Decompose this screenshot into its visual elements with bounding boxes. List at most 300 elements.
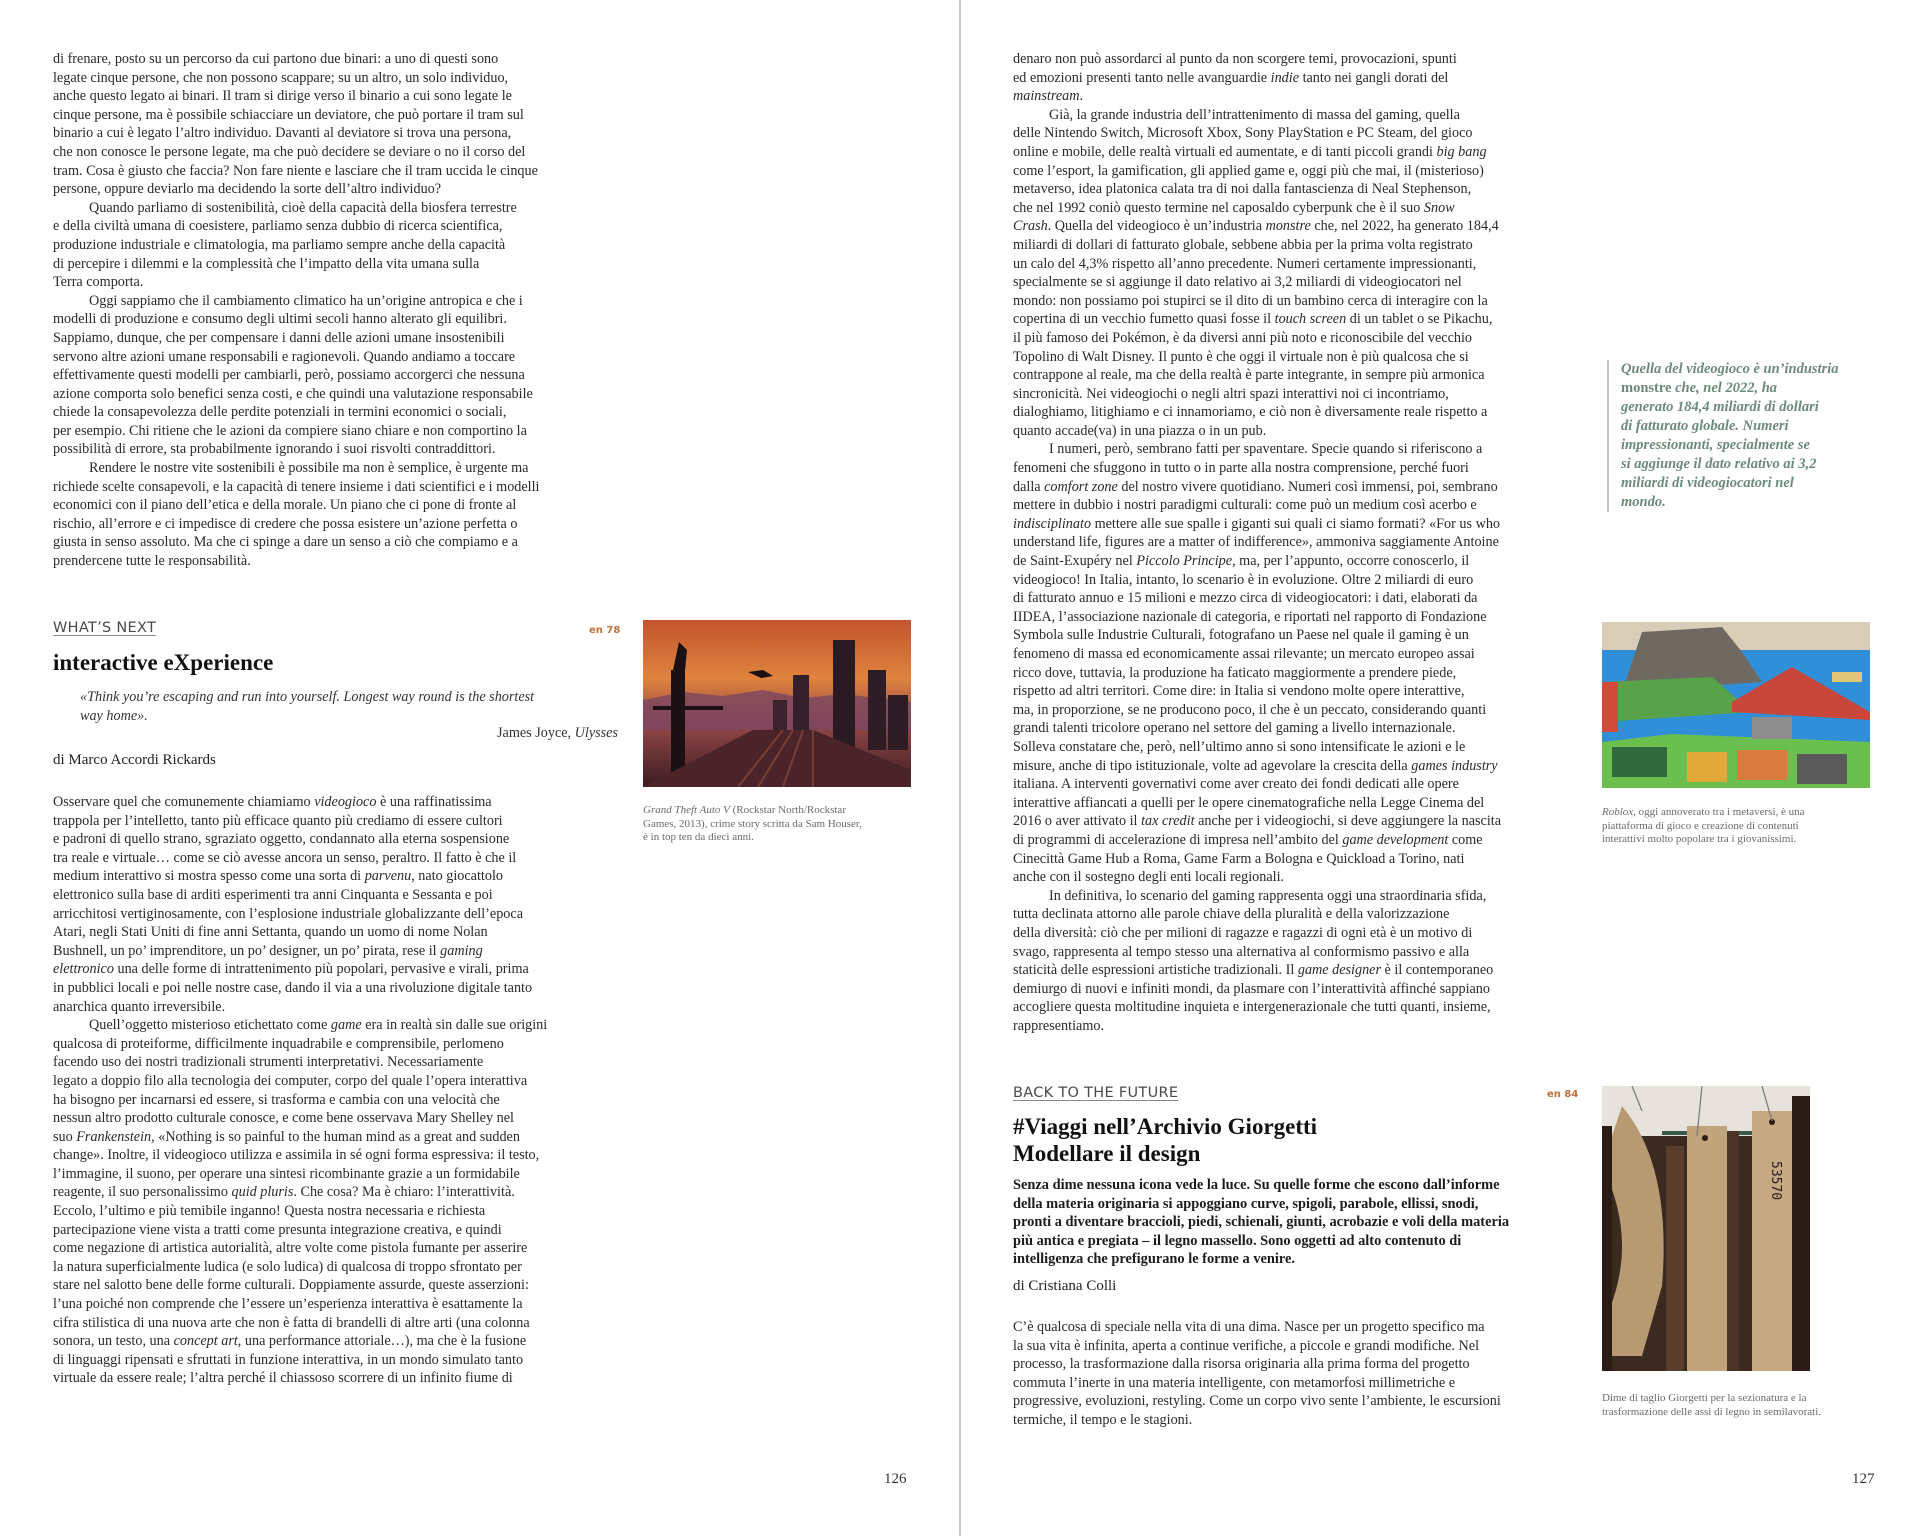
text-line	[53, 867, 547, 886]
text-line	[53, 1221, 547, 1240]
text-run: Cinecittà Game Hub a Roma, Game Farm a Bologna e Quickload a Torino, nati	[1013, 850, 1465, 867]
text-run: tram. Cosa è giusto che faccia? Non fare niente e lasciare che il tram uccida le cinque	[53, 162, 538, 179]
text-line	[1013, 1374, 1501, 1393]
text-run: metaverso, idea platonica calata tra di noi dalla fantascienza di Neal Stephenson,	[1013, 181, 1472, 198]
article-body	[53, 793, 547, 1388]
text-line	[53, 1053, 547, 1072]
text-run: impressionanti, specialmente se	[1621, 437, 1810, 453]
text-run: grandi talenti tricolore operano nel settore del gaming a livello internazionale.	[1013, 720, 1456, 737]
text-run: mettere in dubbio i nostri paradigmi culturali: come può un medium così acerbo e	[1013, 497, 1477, 514]
text-run: (Rockstar North/Rockstar	[729, 804, 846, 816]
text-line	[53, 180, 540, 199]
title-line: #Viaggi nell’Archivio Giorgetti	[1013, 1114, 1318, 1139]
text-run: ricco dove, tuttavia, la produzione ha faticato maggiormente a prendere piede,	[1013, 664, 1457, 681]
text-line	[1013, 738, 1501, 757]
text-line	[53, 1109, 547, 1128]
lead-line: intelligenza che prefigurano le forme a venire.	[1013, 1251, 1296, 1268]
text-line	[1621, 360, 1839, 379]
text-line	[1013, 422, 1501, 441]
italic-run: games industry	[1411, 757, 1498, 774]
text-run: Quando parliamo di sostenibilità, cioè della capacità della biosfera terrestre	[89, 199, 517, 216]
text-run: la sua vita è infinita, aperta a continue verifiche, a piccole e grandi modifiche. Nel	[1013, 1337, 1480, 1354]
text-run: tanto nei gangli dorati del	[1299, 69, 1449, 86]
text-line	[1013, 50, 1501, 69]
text-line	[53, 942, 547, 961]
text-run: servono altre azioni umane responsabili e ragionevoli. Quando andiamo a toccare	[53, 348, 516, 365]
text-run: si aggiunge il dato relativo ai 3,2	[1621, 456, 1817, 472]
text-run: arricchitosi vertiginosamente, con l’esplosione industriale globalizzante dell’epoca	[53, 905, 523, 922]
pull-quote	[1607, 360, 1839, 512]
text-line	[53, 440, 540, 459]
text-run: anche per i videogiochi, si deve aggiungere la nascita	[1194, 813, 1502, 830]
text-run: trappola per l’intelletto, tanto più efficace quanto più crediamo di essere cultori	[53, 812, 503, 829]
text-run: delle Nintendo Switch, Microsoft Xbox, Sony PlayStation e PC Steam, del gioco	[1013, 125, 1473, 142]
page-number-left: 126	[884, 1471, 907, 1487]
text-line	[53, 106, 540, 125]
text-line	[1013, 850, 1501, 869]
text-run: Eccolo, l’ultimo e più temibile inganno! Questa nostra necessaria e richiesta	[53, 1203, 486, 1220]
text-run: anarchica quanto irreversibile.	[53, 998, 226, 1015]
text-run: è in top ten da dieci anni.	[643, 831, 754, 843]
text-line	[53, 1072, 547, 1091]
text-run: online e mobile, delle realtà virtuali ed aumentate, e di tanti piccoli grandi	[1013, 143, 1437, 160]
text-run: interattivi molto popolare tra i giovanissimi.	[1602, 833, 1797, 845]
text-line	[1013, 589, 1501, 608]
epigraph-attribution	[300, 725, 618, 742]
italic-run: concept art	[173, 1333, 238, 1350]
text-line	[1621, 493, 1839, 512]
article-body-continued	[1013, 50, 1501, 1035]
text-run: denaro non può assordarci al punto da non scorgere temi, provocazioni, spunti	[1013, 51, 1457, 67]
byline: di Cristiana Colli	[1013, 1278, 1117, 1294]
text-line	[53, 960, 547, 979]
article-intro-text	[1013, 1318, 1501, 1430]
lead-line: della materia originaria si appoggiano curve, spigoli, parabole, ellissi, snodi,	[1013, 1195, 1479, 1212]
text-line	[53, 1351, 547, 1370]
text-line	[53, 496, 540, 515]
text-line	[53, 217, 540, 236]
text-run: l’una poiché non comprende che l’essere un’esperienza interattiva è esattamente la	[53, 1296, 523, 1313]
text-run: fenomeno di massa ed economicamente assai rilevante; un mercato europeo assai	[1013, 646, 1475, 662]
text-run: di fatturato globale. Numeri	[1621, 418, 1789, 434]
text-line	[1013, 775, 1501, 794]
text-line	[53, 552, 540, 571]
text-line	[53, 812, 547, 831]
text-run: 2016 o aver attivato il	[1013, 813, 1142, 830]
roblox-illustration	[1602, 622, 1870, 788]
text-line	[1013, 440, 1501, 459]
text-line	[1013, 533, 1501, 552]
text-line	[53, 1165, 547, 1184]
text-line	[1013, 868, 1501, 887]
text-line	[53, 255, 540, 274]
text-line	[53, 1183, 547, 1202]
text-line	[1621, 417, 1839, 436]
text-line	[1602, 1392, 1821, 1406]
text-line	[53, 292, 540, 311]
text-run: staticità delle espressioni artistiche tradizionali. Il	[1013, 962, 1298, 979]
text-line	[1013, 496, 1501, 515]
text-run: tra reale e virtuale… come se ciò avesse ancora un senso, peraltro. Il fatto è che il	[53, 849, 517, 866]
text-run: C’è qualcosa di speciale nella vita di una dima. Nasce per un progetto specifico ma	[1013, 1319, 1485, 1335]
article-lead	[1013, 1176, 1509, 1269]
text-run: Atari, negli Stati Uniti di fine anni Settanta, quando un uomo di nome Nolan	[53, 924, 488, 941]
gta-v-caption	[643, 804, 862, 845]
text-run: stare nel salotto bene delle forme culturali. Doppiamente assurde, queste asserzioni:	[53, 1277, 529, 1294]
text-line	[1013, 478, 1501, 497]
text-run: commuta l’inerte in una materia intelligente, con metamorfosi millimetriche e	[1013, 1374, 1456, 1391]
italic-run: indie	[1270, 69, 1300, 86]
italic-run: Roblox	[1602, 806, 1634, 818]
text-line	[1013, 69, 1501, 88]
text-line	[53, 459, 540, 478]
text-line	[53, 1314, 547, 1333]
text-run: Sappiamo, dunque, che per compensare i danni delle azioni umane insostenibili	[53, 329, 505, 346]
text-line	[1621, 379, 1839, 398]
text-line	[1013, 980, 1501, 999]
text-run: è una raffinatissima	[376, 794, 492, 810]
text-run: anche questo legato ai binari. Il tram si dirige verso il binario a cui sono legate le	[53, 88, 512, 105]
text-run: trasformazione delle assi di legno in semilavorati.	[1602, 1405, 1822, 1418]
text-run: svago, rappresenta al tempo stesso una alternativa al conformismo passivo e alla	[1013, 943, 1470, 960]
byline: di Marco Accordi Rickards	[53, 752, 216, 768]
left-page	[0, 0, 959, 1536]
text-line	[53, 348, 540, 367]
text-line	[53, 1239, 547, 1258]
text-run: di frenare, posto su un percorso da cui partono due binari: a uno di questi sono	[53, 51, 499, 67]
text-line	[643, 831, 862, 845]
text-line	[53, 905, 547, 924]
text-run: della diversità: ciò che per milioni di ragazze e ragazzi di ogni età è un motivo di	[1013, 924, 1473, 941]
text-line	[1013, 459, 1501, 478]
text-line	[1013, 812, 1501, 831]
text-line	[53, 478, 540, 497]
text-run: Terra comporta.	[53, 274, 144, 291]
text-run: I numeri, però, sembrano fatti per spaventare. Specie quando si riferiscono a	[1049, 441, 1483, 458]
text-line	[1013, 571, 1501, 590]
text-run: economici con il piano dell’etica e della morale. Un piano che ci pone di fronte al	[53, 497, 517, 514]
italic-run: game designer	[1297, 962, 1381, 979]
text-line	[1013, 1392, 1501, 1411]
article-title: interactive eXperience	[53, 650, 274, 675]
text-line	[1013, 292, 1501, 311]
italic-run: videogioco	[314, 794, 377, 810]
italic-run: touch screen	[1274, 311, 1347, 328]
text-line	[1013, 106, 1501, 125]
text-run: elettronico sulla base di arditi esperimenti tra anni Cinquanta e Sessanta e poi	[53, 886, 493, 903]
text-line	[1013, 385, 1501, 404]
text-line	[53, 849, 547, 868]
text-run: italiana. A interventi governativi come aver creato dei fondi dedicati alle opere	[1013, 776, 1459, 793]
text-run: copertina di un vecchio fumetto quasi fosse il	[1013, 311, 1275, 328]
text-line	[1013, 626, 1501, 645]
text-run: , «Nothing is so painful to the human mind as a great and sudden	[151, 1128, 520, 1145]
italic-run: monstre	[1265, 218, 1311, 235]
intro-text	[53, 50, 540, 571]
text-run: Rendere le nostre vite sostenibili è possibile ma non è semplice, è urgente ma	[89, 460, 529, 477]
section-label-whats-next[interactable]: WHAT’S NEXT	[53, 620, 157, 636]
text-line	[53, 124, 540, 143]
epigraph-work: Ulysses	[574, 725, 618, 741]
italic-run: comfort zone	[1044, 478, 1118, 495]
english-page-ref[interactable]: en 78	[589, 625, 621, 636]
text-line	[53, 1258, 547, 1277]
text-run: che, nel 2022, ha	[1671, 380, 1778, 396]
template-number-label: 53570	[1768, 1161, 1783, 1201]
text-line	[53, 533, 540, 552]
text-line	[1602, 1406, 1821, 1420]
text-run: Osservare quel che comunemente chiamiamo	[53, 794, 315, 810]
page-number-right: 127	[1852, 1471, 1875, 1487]
text-run: , nato giocattolo	[411, 868, 503, 885]
text-run: nessun altro prodotto culturale conosce, e come bene osservava Mary Shelley nel	[53, 1110, 514, 1127]
text-line	[53, 830, 547, 849]
text-run: come l’esport, la gamification, gli applied game e, oggi più che mai, il (misterioso)	[1013, 162, 1484, 179]
text-run: effettivamente questi modelli per cambiarli, però, possiamo accorgerci che nessuna	[53, 367, 525, 384]
text-run: termiche, il tempo e le stagioni.	[1013, 1411, 1193, 1428]
text-run: .	[1079, 88, 1084, 105]
text-run: come	[1448, 831, 1483, 848]
text-run: understand life, figures are a matter of indifference», ammoniva saggiamente Antoine	[1013, 534, 1499, 551]
text-run: chiede la consapevolezza delle perdite potenziali in termini economici o sociali,	[53, 404, 507, 421]
text-run: cifra stilistica di una nuova arte che non è fatta di brandelli di altre arti (una colonna	[53, 1314, 530, 1331]
text-run: fenomeni che sfuggono in tutto o in parte alla nostra comprensione, perché fuori	[1013, 460, 1469, 477]
text-run: change». Inoltre, il videogioco utilizza e assimila in sé ogni forma espressiva: il testo,	[53, 1147, 540, 1164]
text-line	[53, 366, 540, 385]
lead-line: Senza dime nessuna icona vede la luce. Su quelle forme che escono dall’informe	[1013, 1177, 1500, 1193]
text-line	[1013, 608, 1501, 627]
text-run: che, nel 2022, ha generato 184,4	[1310, 218, 1499, 235]
text-run: interattive affiancati a quelli per le opere cinematografiche nella Legge Cinema del	[1013, 794, 1485, 811]
epigraph-line: way home».	[80, 707, 148, 724]
text-line	[1013, 162, 1501, 181]
italic-run: gaming	[440, 942, 483, 959]
text-run: anche con il sostegno degli enti locali regionali.	[1013, 869, 1285, 886]
gta-v-image	[643, 620, 911, 787]
text-line	[1013, 1017, 1501, 1036]
text-line	[1013, 236, 1501, 255]
text-run: richiede scelte consapevoli, e la capacità di tenere insieme i dati scientifici e i modelli	[53, 478, 540, 495]
text-line	[53, 236, 540, 255]
text-line	[1621, 436, 1839, 455]
text-run: sonora, un testo, una	[53, 1333, 174, 1350]
epigraph-line: «Think you’re escaping and run into yourself. Longest way round is the shortest	[80, 689, 535, 705]
epigraph-author: James Joyce,	[497, 725, 575, 741]
text-line	[1013, 403, 1501, 422]
text-run: Dime di taglio Giorgetti per la sezionatura e la	[1602, 1392, 1807, 1404]
italic-run: Grand Theft Auto V	[643, 804, 730, 816]
text-line	[1013, 180, 1501, 199]
italic-run: game	[330, 1017, 362, 1034]
text-line	[1621, 398, 1839, 417]
epigraph-quote	[80, 688, 620, 725]
text-run: di programmi di accelerazione di impresa nell’ambito del	[1013, 831, 1343, 848]
text-line	[1013, 515, 1501, 534]
lead-line: più antica e pregiata – il legno massello. Sono oggetti ad alto contenuto di	[1013, 1232, 1462, 1249]
text-run: Games, 2013), crime story scritta da Sam Houser,	[643, 817, 862, 830]
text-run: Symbola sulle Industrie Culturali, fotografano un Paese nel quale il gaming è un	[1013, 627, 1469, 644]
text-run: IIDEA, l’associazione nazionale di categoria, e riportati nel rapporto di Fondazione	[1013, 608, 1487, 625]
text-line	[53, 143, 540, 162]
text-line	[1602, 820, 1805, 834]
text-run: Oggi sappiamo che il cambiamento climatico ha un’origine antropica e che i	[89, 292, 523, 309]
text-line	[1013, 701, 1501, 720]
english-page-ref[interactable]: en 84	[1547, 1089, 1579, 1100]
text-line	[1013, 1355, 1501, 1374]
text-line	[1621, 455, 1839, 474]
text-run: la natura superficialmente ludica (e solo ludica) di qualcosa di troppo sfrontato per	[53, 1258, 522, 1275]
text-run: facendo uso dei nostri tradizionali strumenti interpretativi. Necessariamente	[53, 1054, 484, 1071]
text-line	[53, 403, 540, 422]
text-run: quanto accade(va) in una piazza o in un pub.	[1013, 422, 1267, 439]
text-run: medium interattivo si mostra spesso come una sorta di	[53, 868, 365, 885]
text-run: cinque persone, ma è possibile schiacciare un deviatore, che può portare il tram sul	[53, 106, 524, 123]
text-run: legato a doppio filo alla tecnologia dei computer, corpo del quale l’opera interattiva	[53, 1072, 528, 1089]
text-run: in pubblici locali e poi nelle nostre case, dando il via a una rivoluzione digitale tanto	[53, 979, 533, 996]
text-run: specialmente se si aggiunge il dato relativo ai 3,2 miliardi di videogiocatori nel	[1013, 274, 1462, 291]
roblox-image	[1602, 622, 1870, 788]
text-line	[53, 329, 540, 348]
text-run: e padroni di quello strano, sgraziato oggetto, condannato alla eterna sospensione	[53, 831, 510, 848]
text-run: una delle forme di intrattenimento più popolari, pervasive e virali, prima	[113, 961, 529, 978]
text-run: accogliere questa moltitudine inquieta e intergenerazionale che tutti quanti, insieme,	[1013, 999, 1491, 1016]
text-line	[53, 923, 547, 942]
text-line	[1013, 961, 1501, 980]
text-line	[1013, 924, 1501, 943]
text-line	[1013, 552, 1501, 571]
text-line	[1013, 794, 1501, 813]
italic-run: game development	[1342, 831, 1449, 848]
italic-run: big bang	[1436, 143, 1487, 160]
text-run: In definitiva, lo scenario del gaming rappresenta oggi una straordinaria sfida,	[1049, 887, 1487, 904]
text-run: virtuale da essere reale; l’altra perché il chiassoso scorrere di un infinito fiume di	[53, 1370, 513, 1387]
text-line	[1013, 329, 1501, 348]
section-label-back-to-the-future[interactable]: BACK TO THE FUTURE	[1013, 1085, 1179, 1101]
text-run: ma, in proporzione, se ne producono poco, il che è un peccato, considerando quanti	[1013, 701, 1487, 718]
text-run: misure, anche di tipo istituzionale, volte ad agevolare la crescita della	[1013, 757, 1412, 774]
italic-run: Piccolo Principe	[1136, 553, 1233, 570]
text-line	[53, 422, 540, 441]
text-run: di un tablet o se Pikachu,	[1346, 311, 1493, 328]
text-run: rispetto ad altri territori. Come dire: in Italia si vendono molte opere interattive,	[1013, 683, 1465, 700]
giorgetti-caption	[1602, 1392, 1821, 1419]
text-run: persone, oppure deviarlo ma decidendo la sorte dell’altro individuo?	[53, 181, 442, 198]
text-run: dialoghiamo, litighiamo e ci innamoriamo, e ciò non è diversamente reale rispetto a	[1013, 404, 1488, 421]
text-run: miliardi di dollari di fatturato globale, sebbene abbia per la prima volta registrato	[1013, 236, 1473, 253]
text-line	[53, 998, 547, 1017]
text-line	[1621, 474, 1839, 493]
italic-run: quid pluris	[231, 1184, 294, 1201]
text-run: Bushnell, un po’ imprenditore, un po’ designer, un po’ pirata, rese il	[53, 942, 441, 959]
text-line	[1013, 943, 1501, 962]
text-run: mettere alle sue spalle i giganti sui quali ci siamo formati? «For us who	[1091, 515, 1501, 532]
title-line: Modellare il design	[1013, 1141, 1201, 1166]
text-run: ha bisogno per incarnarsi ed essere, si trasforma e cambia con una velocità che	[53, 1091, 500, 1108]
text-run: di percepire i dilemmi e la complessità che l’impatto della vita umana sulla	[53, 255, 480, 272]
giorgetti-dime-image	[1602, 1086, 1810, 1371]
text-run: del nostro vivere quotidiano. Numeri così immensi, poi, sembrano	[1117, 478, 1498, 495]
text-line	[1013, 273, 1501, 292]
text-line	[1013, 255, 1501, 274]
text-run: produzione industriale e climatologia, ma parliamo sempre anche della capacità	[53, 236, 506, 253]
text-line	[1013, 310, 1501, 329]
text-run: , ma, per l’appunto, occorre conoscerlo, il	[1232, 553, 1470, 570]
text-run: rischio, all’errore e ci impedisce di credere che possa esistere un’azione perfetta o	[53, 515, 518, 532]
text-line	[1602, 806, 1805, 820]
text-run: mondo.	[1621, 494, 1666, 510]
text-line	[53, 515, 540, 534]
text-run: qualcosa di proteiforme, difficilmente inquadrabile e comprensibile, perlomeno	[53, 1035, 504, 1052]
text-line	[53, 1146, 547, 1165]
text-line	[53, 1202, 547, 1221]
text-line	[53, 1016, 547, 1035]
text-run: , oggi annoverato tra i metaversi, è una	[1633, 806, 1805, 818]
text-line	[53, 1295, 547, 1314]
text-line	[1013, 1318, 1501, 1337]
text-line	[53, 199, 540, 218]
italic-run: parvenu	[364, 868, 412, 885]
text-run: azione comporta solo benefici senza costi, e che quindi una valutazione responsabile	[53, 385, 533, 402]
italic-run: Frankenstein	[76, 1128, 152, 1145]
lead-line: pronti a diventare braccioli, piedi, schienali, giunti, acrobazie e voli della materia	[1013, 1214, 1510, 1231]
text-line	[53, 310, 540, 329]
text-line	[1602, 833, 1805, 847]
text-line	[53, 793, 547, 812]
italic-run: tax credit	[1141, 813, 1195, 830]
text-run: era in realtà sin dalle sue origini	[361, 1017, 548, 1034]
text-run: possibilità di errore, sta probabilmente ignorando i suoi risvolti contraddittori.	[53, 441, 496, 458]
text-run: tutta declinata attorno alle parole chiave della pluralità e della valorizzazione	[1013, 906, 1450, 923]
text-line	[1013, 366, 1501, 385]
gta-v-illustration	[643, 620, 911, 787]
text-line	[643, 804, 862, 818]
text-line	[1013, 719, 1501, 738]
text-run: come negazione di artistica autorialità, altre volte come pistola fumante per asserire	[53, 1240, 528, 1257]
italic-run: Crash	[1013, 218, 1048, 235]
text-run: un calo del 4,3% rispetto all’anno precedente. Numeri certamente impressionanti,	[1013, 255, 1477, 272]
roblox-caption	[1602, 806, 1805, 847]
text-line	[53, 69, 540, 88]
text-run: piattaforma di gioco e creazione di contenuti	[1602, 819, 1799, 832]
text-run: . Quella del videogioco è un’industria	[1047, 218, 1266, 235]
text-run: che non conosce le persone legate, ma che può decidere se deviare o no il corso del	[53, 143, 526, 160]
text-line	[53, 1276, 547, 1295]
text-line	[53, 886, 547, 905]
italic-run: Snow	[1423, 199, 1455, 216]
text-run: che nel 1992 coniò questo termine nel caposaldo cyberpunk che è il suo	[1013, 199, 1424, 216]
text-run: di linguaggi ripensati e sfruttati in funzione interattiva, in un mondo simulato tanto	[53, 1351, 524, 1368]
text-run: generato 184,4 miliardi di dollari	[1621, 399, 1819, 415]
text-run: Quell’oggetto misterioso etichettato come	[89, 1017, 331, 1034]
text-line	[53, 162, 540, 181]
text-line	[53, 1035, 547, 1054]
text-run: modelli di produzione e consumo degli ultimi secoli hanno alterato gli equilibri.	[53, 311, 507, 328]
text-line	[53, 1369, 547, 1388]
text-run: suo	[53, 1128, 77, 1145]
text-run: di fatturato annuo e 15 milioni e mezzo circa di videogiocatori: i dati, elaborati da	[1013, 590, 1478, 607]
text-run: è il contemporaneo	[1380, 962, 1494, 979]
text-line	[1013, 664, 1501, 683]
text-run: partecipazione viene vista a tratti come presunta integrazione creativa, e quindi	[53, 1221, 502, 1238]
text-run: processo, la trasformazione dalla risorsa originaria alla prima forma del progetto	[1013, 1356, 1470, 1373]
text-run: e della civiltà umana di coesistere, parliamo senza dubbio di ricerca scientifica,	[53, 218, 503, 235]
text-line	[1013, 905, 1501, 924]
text-run: binario a cui è legato l’altro individuo. Davanti al deviatore si trova una persona,	[53, 125, 512, 142]
text-run: monstre	[1621, 380, 1672, 396]
text-run: progressive, evoluzioni, restyling. Come un corpo vivo sente l’ambiente, le escursioni	[1013, 1393, 1501, 1410]
italic-run: elettronico	[53, 961, 114, 978]
text-run: videogioco! In Italia, intanto, lo scenario è in evoluzione. Oltre 2 miliardi di euro	[1013, 571, 1474, 588]
